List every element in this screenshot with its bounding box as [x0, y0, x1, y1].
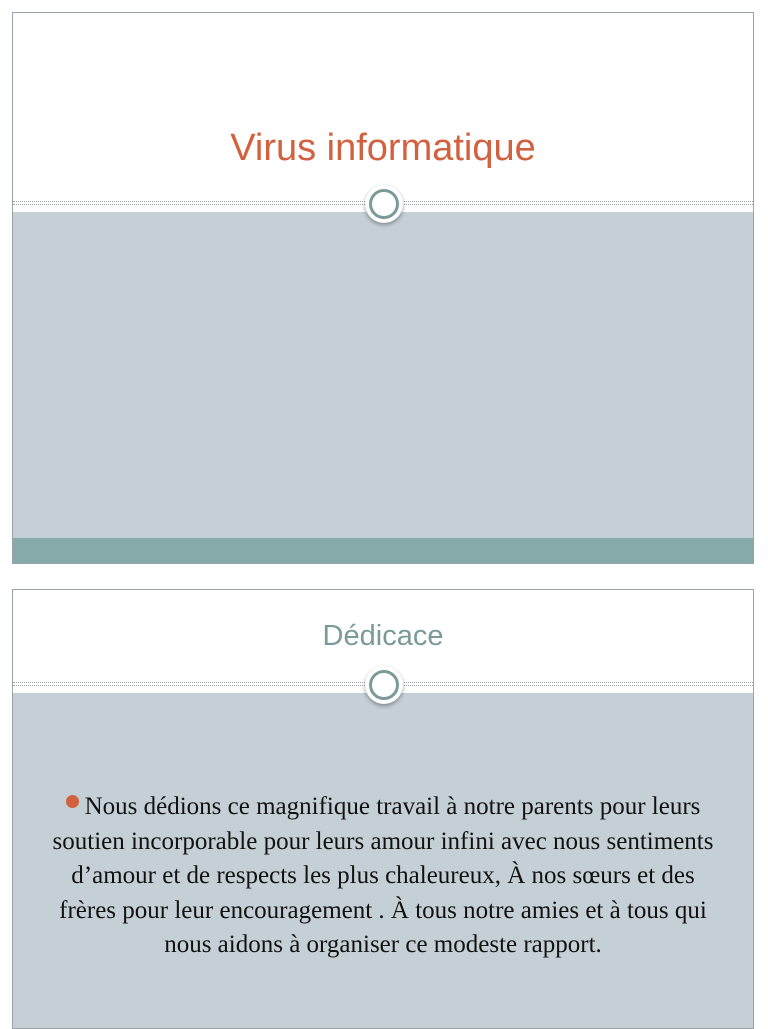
slide-2: [12, 589, 754, 1029]
slide-2-body-panel: [13, 693, 753, 1028]
bullet-text: Nous dédions ce magnifique travail à notre parents pour leurs soutien incorporable pour leurs amour infini avec nous sentiments d’amour et de respects les plus chaleureux, À nos sœurs et des frères pour leur encouragement . À tous notre amies et à tous qui nous aidons à organiser ce modeste rapport.: [52, 793, 714, 958]
slide-1-title: Virus informatique: [230, 127, 536, 169]
slide-1-body-panel: [13, 212, 753, 538]
slide-1-title-area: [13, 13, 753, 205]
bullet-dot-icon: [66, 795, 79, 808]
ring-ornament-icon: [365, 666, 403, 704]
bullet-item: [43, 790, 723, 963]
slide-2-title: Dédicace: [322, 620, 444, 652]
ring-ornament-icon: [365, 185, 403, 223]
slide-1-footer-bar: [13, 538, 753, 564]
slide-1: [12, 12, 754, 564]
